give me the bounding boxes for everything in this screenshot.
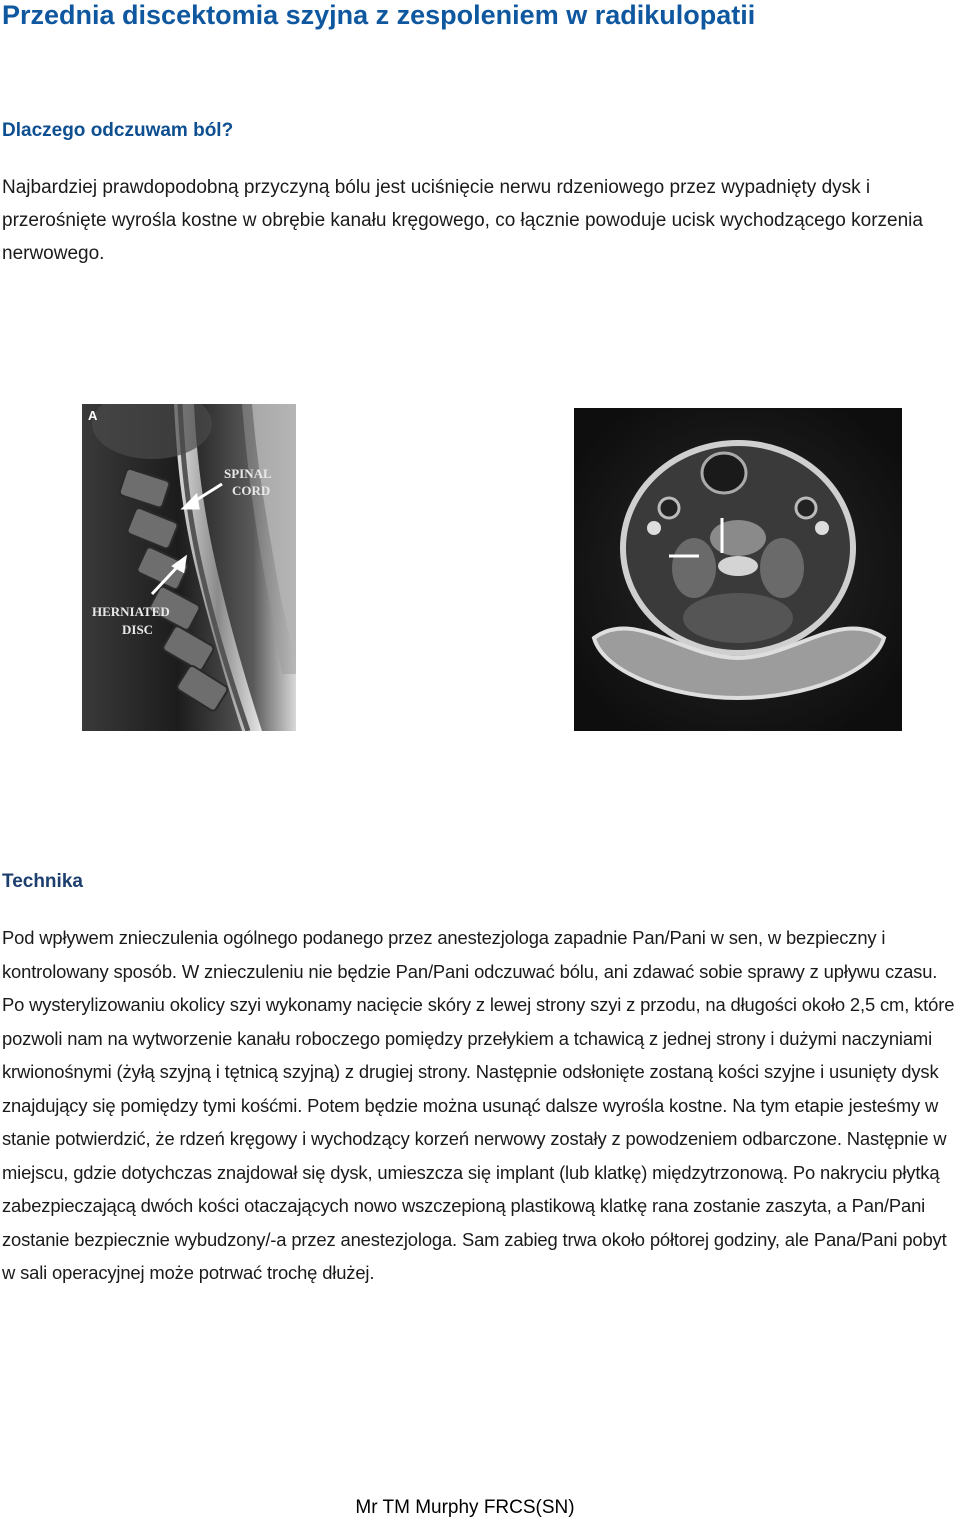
section-heading-pain: Dlaczego odczuwam ból? — [2, 120, 234, 141]
section-heading-technique: Technika — [2, 871, 83, 892]
label-herniated-disc-line2: DISC — [122, 622, 154, 637]
paragraph-pain-cause: Najbardziej prawdopodobną przyczyną bólu jest uciśnięcie nerwu rdzeniowego przez wypadnięty dysk i przerośnięte wyrośla kostne w obrębie kanału kręgowego, co łącznie powoduje ucisk wychodzącego korzenia nerwowego. — [2, 177, 923, 264]
mri-axial-image — [574, 408, 902, 731]
label-herniated-disc-line1: HERNIATED — [92, 604, 170, 619]
figure-panel-letter: A — [88, 408, 98, 423]
label-spinal-cord-line2: CORD — [232, 483, 271, 498]
footer-author: Mr TM Murphy FRCS(SN) — [355, 1497, 575, 1518]
mri-sagittal-image — [82, 404, 296, 731]
label-spinal-cord-line1: SPINAL — [224, 466, 272, 481]
page-title: Przednia discektomia szyjna z zespoleniem w radikulopatii — [2, 0, 756, 30]
paragraph-technique: Pod wpływem znieczulenia ogólnego podanego przez anestezjologa zapadnie Pan/Pani w sen, w bezpieczny i kontrolowany sposób. W znieczuleniu nie będzie Pan/Pani odczuwać bólu, ani zdawać sobie sprawy z upływu czasu. Po wysterylizowaniu okolicy szyi wykonamy nacięcie skóry z lewej strony szyi z przodu, na długości około 2,5 cm, które pozwoli nam na wytworzenie kanału roboczego pomiędzy przełykiem a tchawicą z jednej strony i dużymi naczyniami krwionośnymi (żyłą szyjną i tętnicą szyjną) z drugiej strony. Następnie odsłonięte zostaną kości szyjne i usunięty dysk znajdujący się pomiędzy tymi kośćmi. Potem będzie można usunąć dalsze wyrośla kostne. Na tym etapie jesteśmy w stanie potwierdzić, że rdzeń kręgowy i wychodzący korzeń nerwowy zostały z powodzeniem odbarczone. Następnie w miejscu, gdzie dotychczas znajdował się dysk, umieszcza się implant (lub klatkę) międzytrzonową. Po nakryciu płytką zabezpieczającą dwóch kości otaczających nowo wszczepioną plastikową klatkę rana zostanie zaszyta, a Pan/Pani zostanie bezpiecznie wybudzony/-a przez anestezjologa. Sam zabieg trwa około półtorej godziny, ale Pana/Pani pobyt w sali operacyjnej może potrwać trochę dłużej. — [2, 927, 955, 1283]
